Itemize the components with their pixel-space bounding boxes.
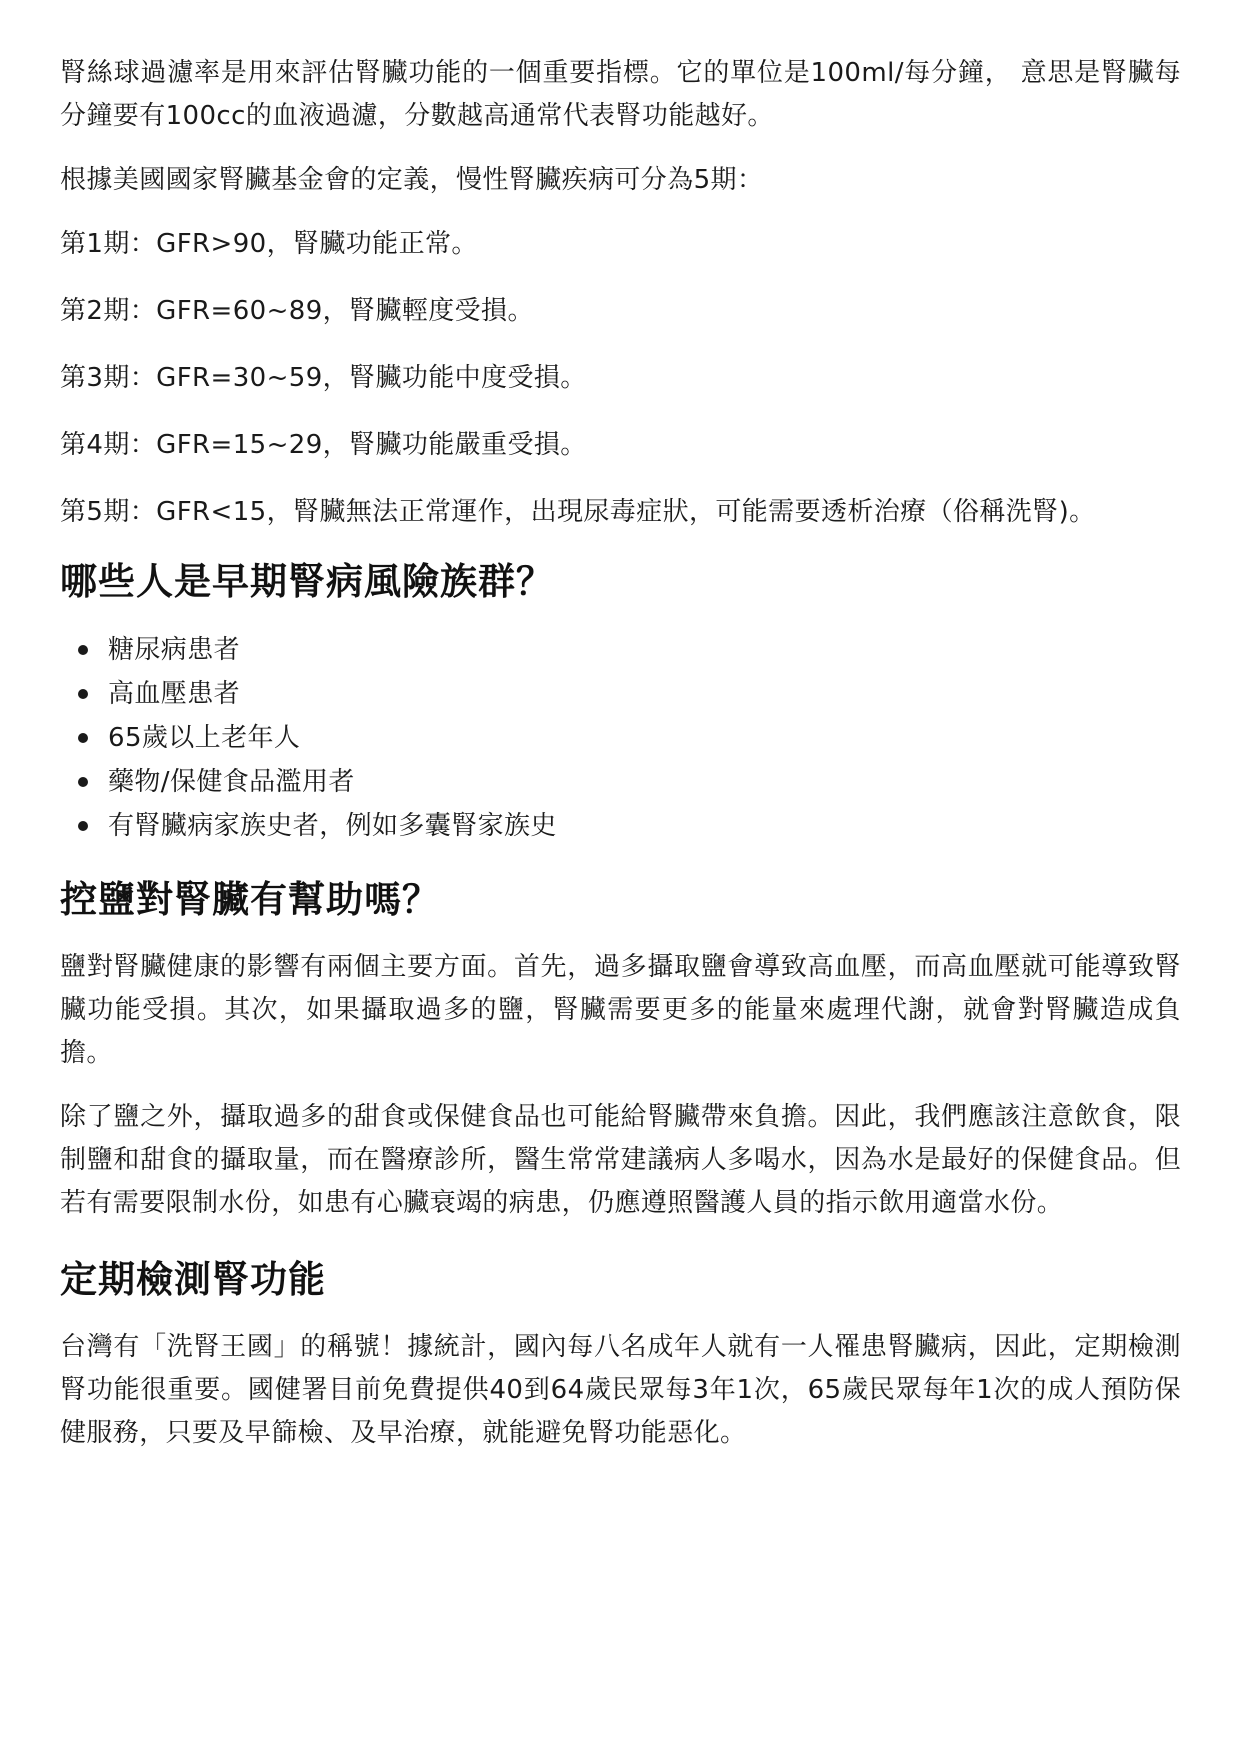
- bullet-icon: [78, 645, 88, 655]
- salt-control-heading: 控鹽對腎臟有幫助嗎？: [60, 878, 440, 921]
- ckd-stage-2: 第2期：GFR=60~89，腎臟輕度受損。: [60, 296, 534, 326]
- kidney-check-heading: 定期檢測腎功能: [60, 1258, 326, 1301]
- list-item-label: 高血壓患者: [108, 679, 241, 709]
- list-item-label: 藥物/保健食品濫用者: [108, 767, 355, 797]
- bullet-icon: [78, 689, 88, 699]
- bullet-icon: [78, 733, 88, 743]
- list-item: [78, 628, 1181, 672]
- diet-advice-paragraph: 除了鹽之外，攝取過多的甜食或保健食品也可能給腎臟帶來負擔。因此，我們應該注意飲食，限制鹽和甜食的攝取量，而在醫療診所，醫生常常建議病人多喝水，因為水是最好的保健食品。但若有需要限制水份，如患有心臟衰竭的病患，仍應遵照醫護人員的指示飲用適當水份。: [60, 1102, 1181, 1218]
- bullet-icon: [78, 821, 88, 831]
- list-item-label: 糖尿病患者: [108, 635, 241, 665]
- salt-impact-paragraph: 鹽對腎臟健康的影響有兩個主要方面。首先，過多攝取鹽會導致高血壓，而高血壓就可能導致腎臟功能受損。其次，如果攝取過多的鹽，腎臟需要更多的能量來處理代謝，就會對腎臟造成負擔。: [60, 952, 1181, 1068]
- risk-group-heading: 哪些人是早期腎病風險族群？: [60, 560, 554, 603]
- list-item: [78, 804, 1181, 848]
- ckd-stage-3: 第3期：GFR=30~59，腎臟功能中度受損。: [60, 363, 587, 393]
- ckd-stages-intro: 根據美國國家腎臟基金會的定義，慢性腎臟疾病可分為5期：: [60, 165, 764, 195]
- ckd-stage-5: 第5期：GFR<15，腎臟無法正常運作，出現尿毒症狀，可能需要透析治療（俗稱洗腎)。: [60, 497, 1096, 527]
- ckd-stage-1: 第1期：GFR>90，腎臟功能正常。: [60, 229, 478, 259]
- risk-group-list: [60, 628, 1181, 848]
- ckd-stage-4: 第4期：GFR=15~29，腎臟功能嚴重受損。: [60, 430, 587, 460]
- kidney-check-paragraph: 台灣有「洗腎王國」的稱號！據統計，國內每八名成年人就有一人罹患腎臟病，因此，定期檢測腎功能很重要。國健署目前免費提供40到64歲民眾每3年1次，65歲民眾每年1次的成人預防保健服務，只要及早篩檢、及早治療，就能避免腎功能惡化。: [60, 1332, 1181, 1448]
- gfr-definition-paragraph: 腎絲球過濾率是用來評估腎臟功能的一個重要指標。它的單位是100ml/每分鐘， 意思是腎臟每分鐘要有100cc的血液過濾，分數越高通常代表腎功能越好。: [60, 58, 1181, 131]
- list-item: [78, 672, 1181, 716]
- list-item: [78, 716, 1181, 760]
- list-item: [78, 760, 1181, 804]
- list-item-label: 有腎臟病家族史者，例如多囊腎家族史: [108, 811, 557, 841]
- ckd-stage-list: [60, 223, 1181, 534]
- list-item-label: 65歲以上老年人: [108, 723, 301, 753]
- bullet-icon: [78, 777, 88, 787]
